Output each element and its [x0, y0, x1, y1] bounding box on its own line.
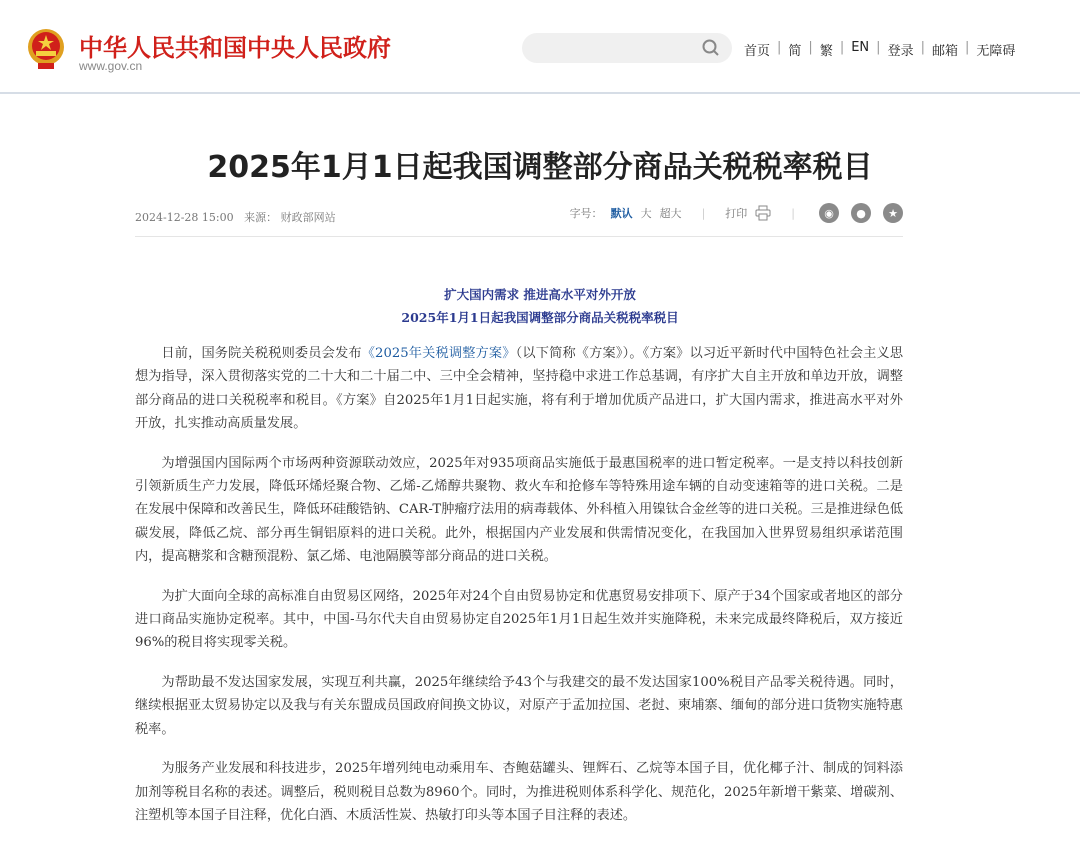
site-name[interactable]: 中华人民共和国中央人民政府	[79, 34, 391, 62]
paragraph: 为服务产业发展和科技进步，2025年增列纯电动乘用车、杏鲍菇罐头、锂辉石、乙烷等本国子目，优化椰子汁、制成的饲料添加剂等税目名称的表述。调整后，税则税目总数为8960个。同时，为推进税则体系科学化、规范化，2025年新增干紫菜、增碳剂、注塑机等本国子目注释，优化白酒、木质活性炭、热敏打印头等本国子目注释的表述。	[135, 761, 903, 823]
nav-english[interactable]: EN	[851, 40, 870, 55]
publish-date: 2024-12-28 15:00	[135, 211, 234, 224]
site-url: www.gov.cn	[79, 59, 143, 73]
source-label: 来源：	[244, 211, 278, 224]
page-title: 2025年1月1日起我国调整部分商品关税税率税目	[207, 150, 873, 185]
font-size-default[interactable]: 默认	[610, 207, 633, 220]
font-size-label: 字号：	[569, 207, 603, 220]
nav-accessibility[interactable]: 无障碍	[976, 44, 1016, 59]
article-meta: 2024-12-28 15:00 来源： 财政部网站 字号： 默认 大 超大 | 打印 | ◉ ● ★	[135, 203, 903, 237]
search-input[interactable]	[522, 33, 732, 63]
paragraph: 为扩大面向全球的高标准自由贸易区网络，2025年对24个自由贸易协定和优惠贸易安排项下、原产于34个国家或者地区的部分进口商品实施协定税率。其中，中国-马尔代夫自由贸易协定自2025年1月1日起生效并实施降税，未来完成最终降税后，双方接近96%的税目将实现零关税。	[135, 588, 903, 651]
nav-simplified[interactable]: 简	[788, 44, 802, 59]
nav-traditional[interactable]: 繁	[819, 44, 833, 59]
national-emblem-icon	[26, 27, 66, 71]
top-nav: 首页 | 简 | 繁 | EN | 登录 | 邮箱 | 无障碍	[744, 40, 1016, 59]
article-subtitle-1: 扩大国内需求 推进高水平对外开放	[444, 287, 636, 302]
paragraph: 为增强国内国际两个市场两种资源联动效应，2025年对935项商品实施低于最惠国税率的进口暂定税率。一是支持以科技创新引领新质生产力发展，降低环烯烃聚合物、乙烯-乙烯醇共聚物、救火车和抢修车等特殊用途车辆的自动变速箱等的进口关税。二是在发展中保障和改善民生，降低环硅酸锆钠、CAR-T肿瘤疗法用的病毒载体、外科植入用镍钛合金丝等的进口关税。三是推进绿色低碳发展，降低乙烷、部分再生铜铝原料的进口关税。此外，根据国内产业发展和供需情况变化，在我国加入世界贸易组织承诺范围内，提高糖浆和含糖预混粉、氯乙烯、电池隔膜等部分商品的进口关税。	[135, 455, 903, 565]
article-body	[135, 342, 903, 843]
wechat-share-icon[interactable]: ●	[851, 203, 871, 223]
nav-login[interactable]: 登录	[887, 44, 914, 59]
nav-home[interactable]: 首页	[744, 44, 771, 59]
printer-icon[interactable]	[755, 205, 771, 221]
site-header	[0, 0, 1080, 94]
nav-mail[interactable]: 邮箱	[931, 44, 958, 59]
article-subtitle-2: 2025年1月1日起我国调整部分商品关税税率税目	[401, 310, 679, 325]
favorite-star-icon[interactable]: ★	[883, 203, 903, 223]
source: 财政部网站	[280, 211, 336, 224]
font-size-xlarge[interactable]: 超大	[659, 207, 682, 220]
print-button[interactable]: 打印	[725, 207, 748, 220]
paragraph: 为帮助最不发达国家发展，实现互利共赢，2025年继续给予43个与我建交的最不发达国家100%税目产品零关税待遇。同时，继续根据亚太贸易协定以及我与有关东盟成员国政府间换文协议，对原产于孟加拉国、老挝、柬埔寨、缅甸的部分进口货物实施特惠税率。	[135, 674, 903, 737]
weibo-share-icon[interactable]: ◉	[819, 203, 839, 223]
search-icon[interactable]	[702, 39, 720, 57]
font-size-large[interactable]: 大	[640, 207, 652, 220]
paragraph: 日前，国务院关税税则委员会发布《2025年关税调整方案》（以下简称《方案》）。《方案》以习近平新时代中国特色社会主义思想为指导，深入贯彻落实党的二十大和二十届二中、三中全会精神，坚持稳中求进工作总基调，有序扩大自主开放和单边开放，调整部分商品的进口关税税率和税目。《方案》自2025年1月1日起实施，将有利于增加优质产品进口，扩大国内需求，推进高水平对外开放，扎实推动高质量发展。	[135, 346, 904, 432]
tariff-plan-link[interactable]: 《2025年关税调整方案》	[361, 346, 516, 361]
